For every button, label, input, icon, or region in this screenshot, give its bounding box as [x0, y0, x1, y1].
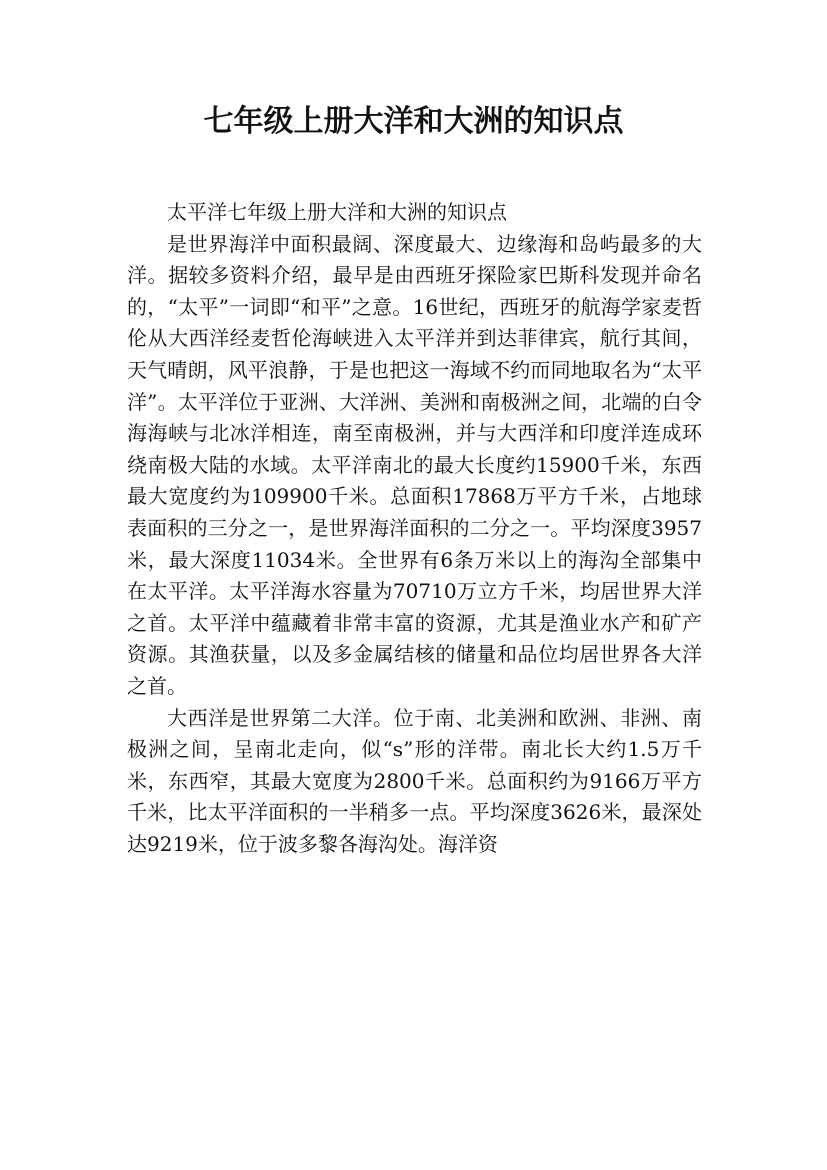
paragraph-pacific-heading: 太平洋七年级上册大洋和大洲的知识点: [167, 200, 507, 224]
document-title: 七年级上册大洋和大洲的知识点: [203, 104, 624, 139]
paragraph-pacific: 是世界海洋中面积最阔、深度最大、边缘海和岛屿最多的大洋。据较多资料介绍，最早是由西班牙探险家巴斯科发现并命名的，“太平”一词即“和平”之意。16世纪，西班牙的航海学家麦哲伦从大西洋经麦哲伦海峡进入太平洋并到达菲律宾，航行其间，天气晴朗，风平浪静，于是也把这一海域不约而同地取名为“太平洋”。太平洋位于亚洲、大洋洲、美洲和南极洲之间，北端的白令海海峡与北冰洋相连，南至南极洲，并与大西洋和印度洋连成环绕南极大陆的水域。太平洋南北的最大长度约15900千米，东西最大宽度约为109900千米。总面积17868万平方千米，占地球表面积的三分之一，是世界海洋面积的二分之一。平均深度3957米，最大深度11034米。全世界有6条万米以上的海沟全部集中在太平洋。太平洋海水容量为70710万立方千米，均居世界大洋之首。太平洋中蕴藏着非常丰富的资源，尤其是渔业水产和矿产资源。其渔获量，以及多金属结核的储量和品位均居世界各大洋之首。: [127, 231, 702, 698]
paragraph-atlantic: 大西洋是世界第二大洋。位于南、北美洲和欧洲、非洲、南极洲之间，呈南北走向，似“s”形的洋带。南北长大约1.5万千米，东西窄，其最大宽度为2800千米。总面积约为9166万平方千米，比太平洋面积的一半稍多一点。平均深度3626米，最深处达9219米，位于波多黎各海沟处。海洋资: [127, 705, 702, 856]
document-body: [127, 197, 702, 860]
